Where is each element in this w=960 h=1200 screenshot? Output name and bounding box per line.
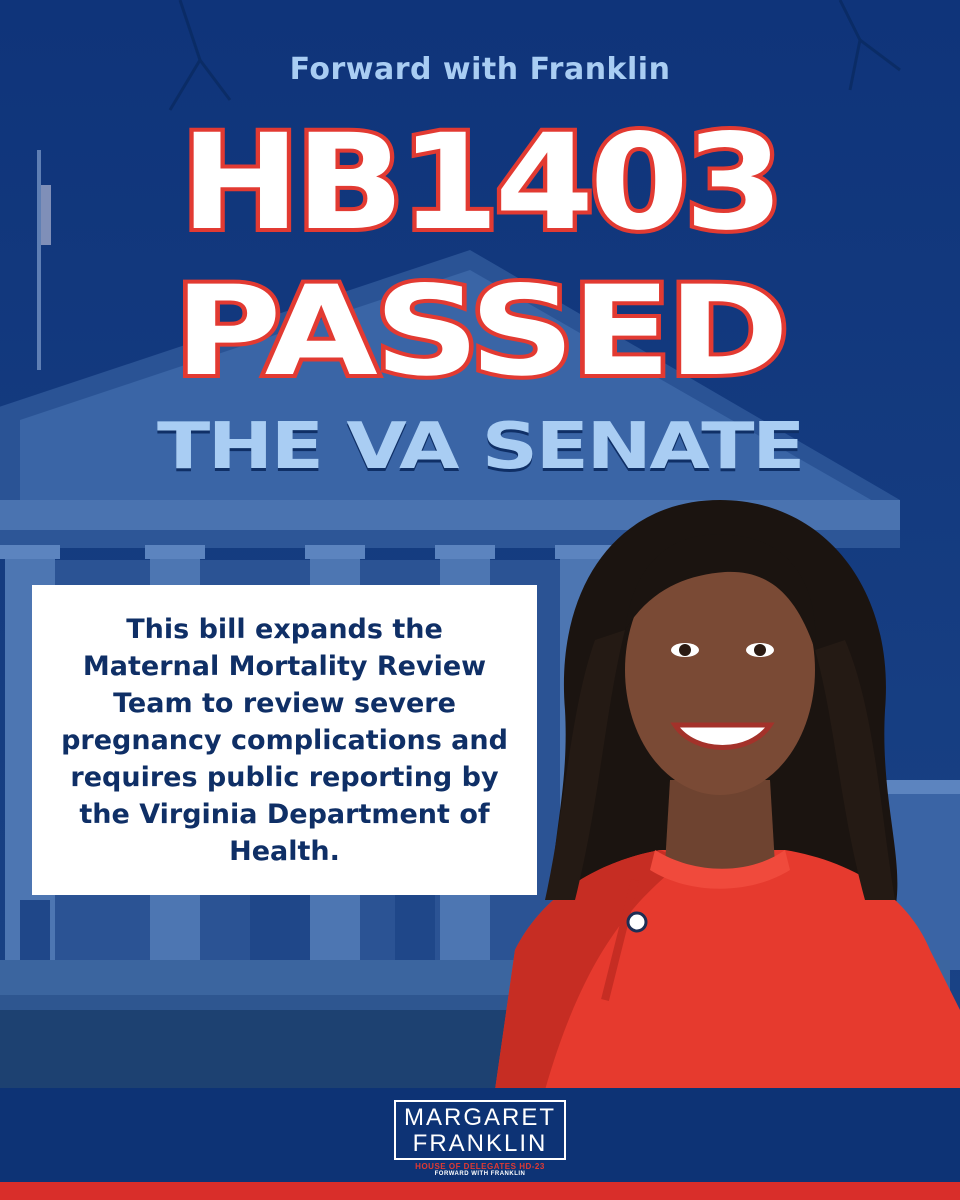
bill-description-box	[32, 585, 537, 895]
campaign-logo	[394, 1100, 566, 1177]
logo-name-box	[394, 1100, 566, 1160]
logo-first-name: MARGARET	[403, 1104, 556, 1131]
logo-slogan: FORWARD WITH FRANKLIN	[434, 1171, 526, 1177]
delegate-portrait	[485, 480, 960, 1090]
senate-subheadline: THE VA SENATE	[156, 410, 804, 484]
footer-red-stripe	[0, 1182, 960, 1200]
bill-description-text: This bill expands the Maternal Mortality Review Team to review severe pregnancy complications and requires public reporting by the Virginia Department of Health.	[61, 613, 508, 867]
logo-office: HOUSE OF DELEGATES HD-23	[415, 1162, 545, 1171]
logo-last-name: FRANKLIN	[412, 1130, 548, 1157]
campaign-tagline: Forward with Franklin	[289, 52, 671, 87]
passed-headline: PASSED	[174, 260, 786, 404]
bill-number-headline: HB1403	[180, 106, 780, 260]
